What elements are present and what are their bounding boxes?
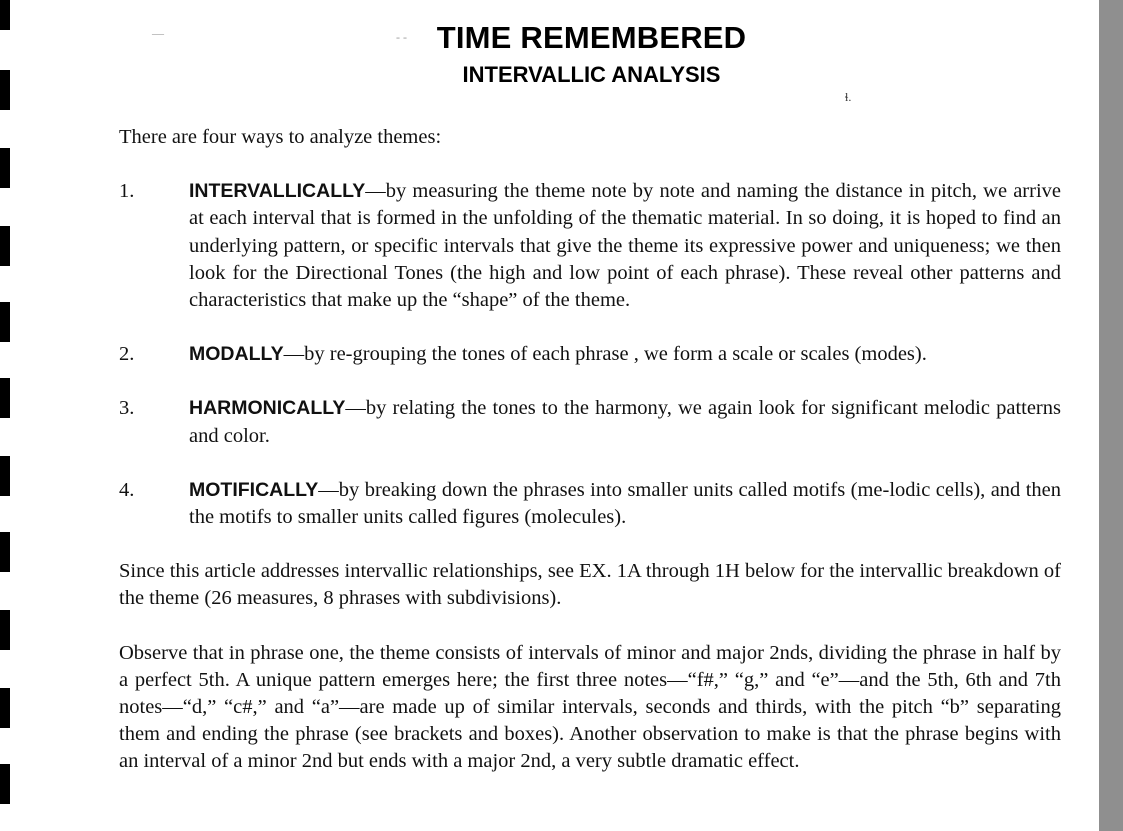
list-item-text xyxy=(189,341,1061,368)
list-item xyxy=(119,395,1061,449)
list-item xyxy=(119,341,1061,368)
scan-speck: — xyxy=(152,26,164,40)
list-item-description: —by relating the tones to the harmony, we again look for significant melodic patterns and color. xyxy=(189,397,1061,447)
binder-hole xyxy=(0,378,10,418)
list-item xyxy=(119,178,1061,314)
methods-list xyxy=(119,178,1061,531)
list-item-text xyxy=(189,477,1061,531)
list-item-text xyxy=(189,395,1061,449)
scan-speck: ɬ. xyxy=(845,90,852,104)
binder-hole xyxy=(0,610,10,650)
binder-hole xyxy=(0,226,10,266)
list-item-term: INTERVALLICALLY xyxy=(189,180,366,203)
binder-hole xyxy=(0,688,10,728)
list-item-term: MODALLY xyxy=(189,343,284,366)
binder-hole xyxy=(0,532,10,572)
list-item-term: HARMONICALLY xyxy=(189,397,346,420)
list-item-description: —by re-grouping the tones of each phrase , we form a scale or scales (modes). xyxy=(283,343,927,366)
page-subtitle: INTERVALLIC ANALYSIS xyxy=(462,62,721,87)
binder-holes xyxy=(0,0,12,831)
list-item-number: 4. xyxy=(119,478,135,501)
intro-paragraph: There are four ways to analyze themes: xyxy=(119,126,442,148)
list-item-number: 1. xyxy=(119,180,135,203)
list-item-term: MOTIFICALLY xyxy=(189,478,319,501)
list-item-text xyxy=(189,178,1061,314)
binder-hole xyxy=(0,148,10,188)
binder-hole xyxy=(0,456,10,496)
list-item-number: 2. xyxy=(119,343,135,366)
article-body xyxy=(119,124,1061,776)
list-item xyxy=(119,477,1061,531)
list-item-description: —by breaking down the phrases into smaller units called motifs (me-lodic cells), and then the motifs to smaller units called figures (molecules). xyxy=(189,478,1061,529)
list-item-number: 3. xyxy=(119,397,135,420)
binder-hole xyxy=(0,764,10,804)
body-paragraph: Observe that in phrase one, the theme consists of intervals of minor and major 2nds, dividing the phrase in half by a perfect 5th. A unique pattern emerges here; the first three notes—“f#,” “g,” and “e”—and the 5th, 6th and 7th notes—“d,” “c#,” and “a”—are made up of similar intervals, seconds and thirds, with the pitch “b” separating them and ending the phrase (see brackets and boxes). Another observation to make is that the phrase begins with an interval of a minor 2nd but ends with a major 2nd, a very subtle dramatic effect. xyxy=(119,641,1061,773)
scan-speck: - - xyxy=(396,30,407,44)
binder-hole xyxy=(0,302,10,342)
list-item-description: —by measuring the theme note by note and naming the distance in pitch, we arrive at each interval that is formed in the unfolding of the thematic material. In so doing, it is hoped to find an underlying pattern, or specific intervals that give the theme its expressive power and uniqueness; we then look for the Directional Tones (the high and low point of each phrase). These reveal other patterns and characteristics that make up the “shape” of the theme. xyxy=(189,180,1061,312)
body-paragraph: Since this article addresses intervallic relationships, see EX. 1A through 1H below for the intervallic breakdown of the theme (26 measures, 8 phrases with subdivisions). xyxy=(119,560,1061,610)
page-title: TIME REMEMBERED xyxy=(436,20,747,55)
page-edge-shadow xyxy=(1099,0,1123,831)
